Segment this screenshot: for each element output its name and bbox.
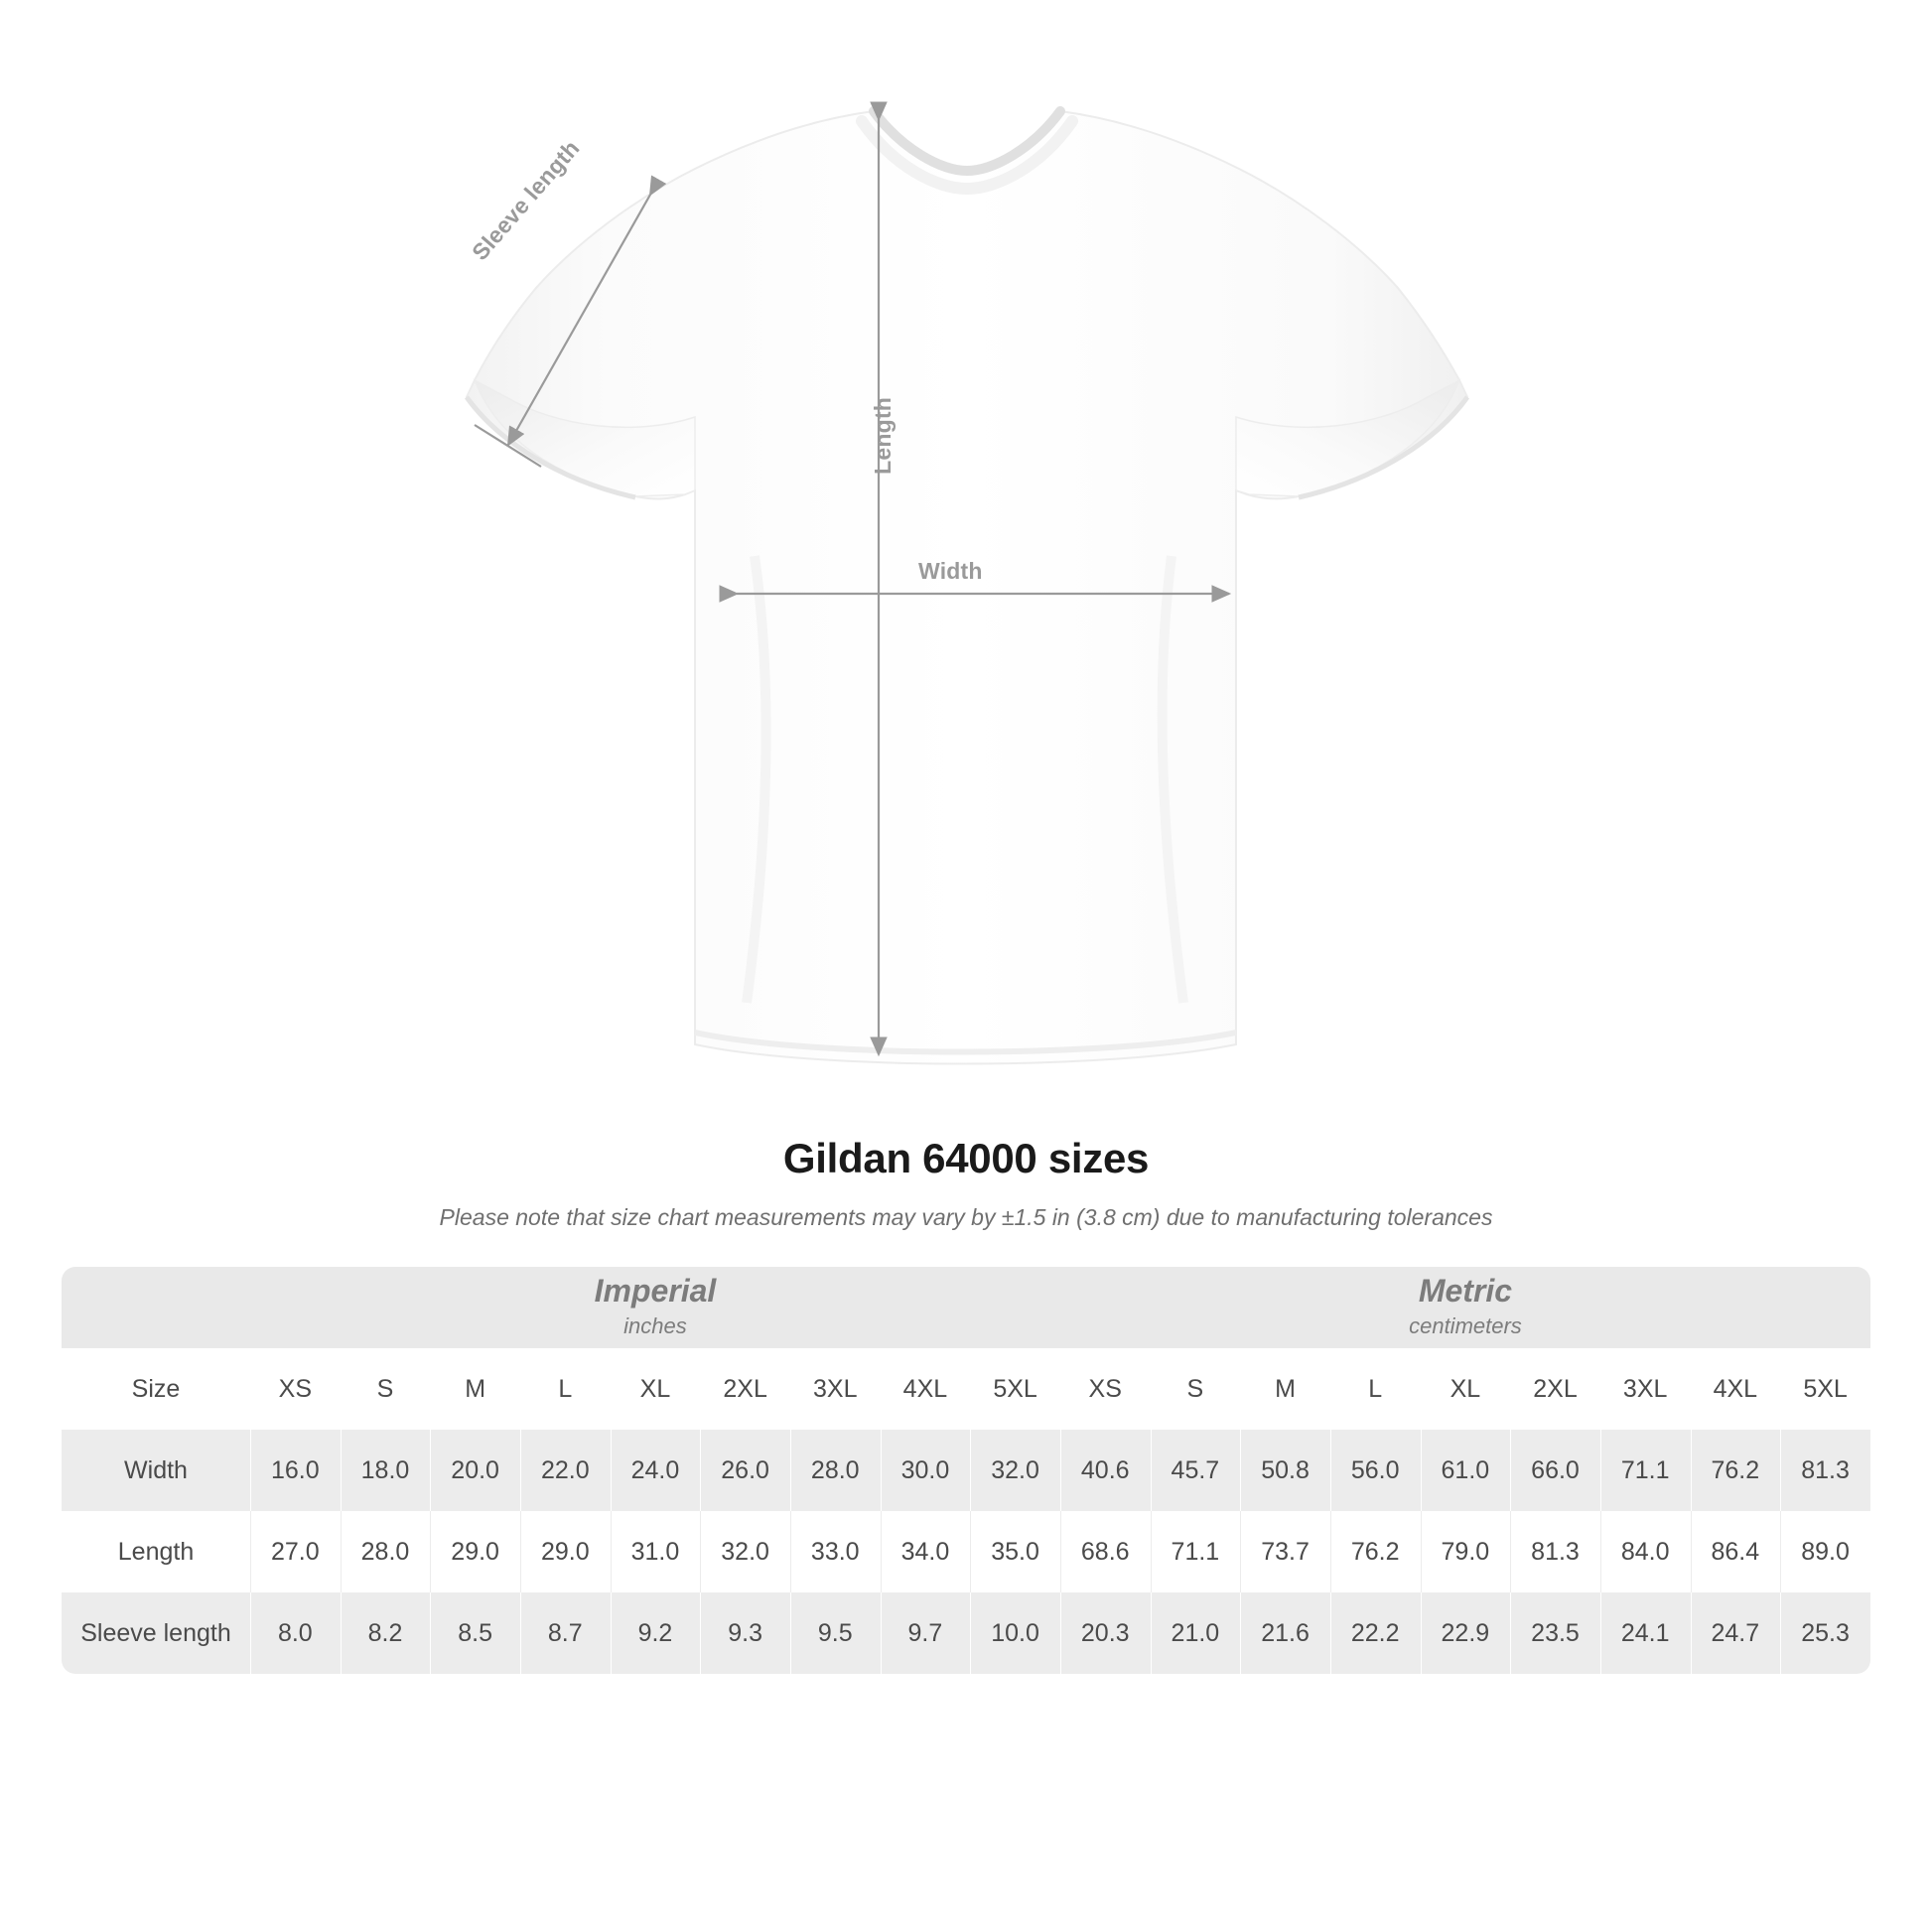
measurement-cell: 79.0	[1421, 1511, 1511, 1592]
title-block	[0, 1135, 1932, 1231]
measurement-cell: 34.0	[881, 1511, 971, 1592]
size-header-cell: L	[1330, 1348, 1421, 1430]
measurement-cell: 23.5	[1510, 1592, 1600, 1674]
measurement-cell: 24.7	[1691, 1592, 1781, 1674]
length-dimension-label: Length	[870, 397, 896, 475]
size-header-cell: M	[1240, 1348, 1330, 1430]
measurement-cell: 21.0	[1151, 1592, 1241, 1674]
size-header-label: Size	[62, 1348, 250, 1430]
measurement-row-label: Sleeve length	[62, 1592, 250, 1674]
measurement-cell: 56.0	[1330, 1430, 1421, 1511]
measurement-cell: 8.0	[250, 1592, 341, 1674]
measurement-cell: 8.5	[430, 1592, 520, 1674]
measurement-cell: 22.0	[520, 1430, 611, 1511]
measurement-cell: 66.0	[1510, 1430, 1600, 1511]
size-header-cell: L	[520, 1348, 611, 1430]
measurement-cell: 31.0	[611, 1511, 701, 1592]
measurement-cell: 45.7	[1151, 1430, 1241, 1511]
width-dimension-label: Width	[918, 558, 983, 584]
measurement-cell: 84.0	[1600, 1511, 1691, 1592]
size-header-row	[62, 1348, 1870, 1430]
measurement-cell: 81.3	[1780, 1430, 1870, 1511]
measurement-cell: 9.5	[790, 1592, 881, 1674]
measurement-cell: 68.6	[1060, 1511, 1151, 1592]
measurement-cell: 73.7	[1240, 1511, 1330, 1592]
size-header-cell: 3XL	[1600, 1348, 1691, 1430]
measurement-cell: 24.1	[1600, 1592, 1691, 1674]
measurement-cell: 20.3	[1060, 1592, 1151, 1674]
measurement-row-label: Width	[62, 1430, 250, 1511]
tolerance-note: Please note that size chart measurements may vary by ±1.5 in (3.8 cm) due to manufacturing tolerances	[439, 1204, 1493, 1230]
size-header-cell: 2XL	[1510, 1348, 1600, 1430]
measurement-cell: 35.0	[970, 1511, 1060, 1592]
size-header-cell: XS	[1060, 1348, 1151, 1430]
measurement-cell: 27.0	[250, 1511, 341, 1592]
measurement-cell: 9.2	[611, 1592, 701, 1674]
measurement-cell: 21.6	[1240, 1592, 1330, 1674]
size-header-cell: 4XL	[1691, 1348, 1781, 1430]
sleeve-length-dimension-label: Sleeve length	[467, 135, 585, 266]
table-row	[62, 1430, 1870, 1511]
measurement-cell: 8.7	[520, 1592, 611, 1674]
size-header-cell: XL	[1421, 1348, 1511, 1430]
measurement-cell: 81.3	[1510, 1511, 1600, 1592]
size-table	[62, 1267, 1870, 1674]
unit-header-cell	[250, 1267, 1060, 1348]
unit-header-cell	[1060, 1267, 1870, 1348]
size-header-cell: 3XL	[790, 1348, 881, 1430]
measurement-cell: 89.0	[1780, 1511, 1870, 1592]
measurement-cell: 28.0	[790, 1430, 881, 1511]
measurement-cell: 29.0	[520, 1511, 611, 1592]
measurement-cell: 16.0	[250, 1430, 341, 1511]
unit-name: Metric	[1418, 1273, 1513, 1310]
measurement-cell: 18.0	[341, 1430, 431, 1511]
unit-subtitle: centimeters	[1409, 1312, 1522, 1338]
size-header-cell: S	[1151, 1348, 1241, 1430]
measurement-cell: 22.9	[1421, 1592, 1511, 1674]
measurement-cell: 86.4	[1691, 1511, 1781, 1592]
measurement-cell: 76.2	[1691, 1430, 1781, 1511]
unit-subtitle: inches	[623, 1312, 687, 1338]
size-header-cell: M	[430, 1348, 520, 1430]
measurement-cell: 71.1	[1600, 1430, 1691, 1511]
measurement-cell: 20.0	[430, 1430, 520, 1511]
unit-name: Imperial	[594, 1273, 717, 1310]
measurement-cell: 32.0	[970, 1430, 1060, 1511]
size-header-cell: XS	[250, 1348, 341, 1430]
table-row	[62, 1511, 1870, 1592]
size-header-cell: S	[341, 1348, 431, 1430]
measurement-cell: 22.2	[1330, 1592, 1421, 1674]
measurement-cell: 9.3	[700, 1592, 790, 1674]
unit-header-row	[62, 1267, 1870, 1348]
page-title: Gildan 64000 sizes	[782, 1135, 1150, 1181]
measurement-cell: 25.3	[1780, 1592, 1870, 1674]
size-header-cell: 5XL	[1780, 1348, 1870, 1430]
size-header-cell: 2XL	[700, 1348, 790, 1430]
measurement-cell: 10.0	[970, 1592, 1060, 1674]
size-header-cell: XL	[611, 1348, 701, 1430]
measurement-cell: 33.0	[790, 1511, 881, 1592]
size-table-wrapper	[62, 1267, 1870, 1674]
measurement-cell: 40.6	[1060, 1430, 1151, 1511]
measurement-cell: 71.1	[1151, 1511, 1241, 1592]
unit-corner-cell	[62, 1267, 250, 1348]
measurement-cell: 8.2	[341, 1592, 431, 1674]
measurement-cell: 29.0	[430, 1511, 520, 1592]
table-row	[62, 1592, 1870, 1674]
measurement-cell: 50.8	[1240, 1430, 1330, 1511]
measurement-cell: 30.0	[881, 1430, 971, 1511]
measurement-row-label: Length	[62, 1511, 250, 1592]
measurement-cell: 24.0	[611, 1430, 701, 1511]
size-header-cell: 4XL	[881, 1348, 971, 1430]
measurement-cell: 28.0	[341, 1511, 431, 1592]
measurement-cell: 32.0	[700, 1511, 790, 1592]
size-header-cell: 5XL	[970, 1348, 1060, 1430]
measurement-cell: 26.0	[700, 1430, 790, 1511]
measurement-cell: 9.7	[881, 1592, 971, 1674]
measurement-cell: 61.0	[1421, 1430, 1511, 1511]
measurement-cell: 76.2	[1330, 1511, 1421, 1592]
